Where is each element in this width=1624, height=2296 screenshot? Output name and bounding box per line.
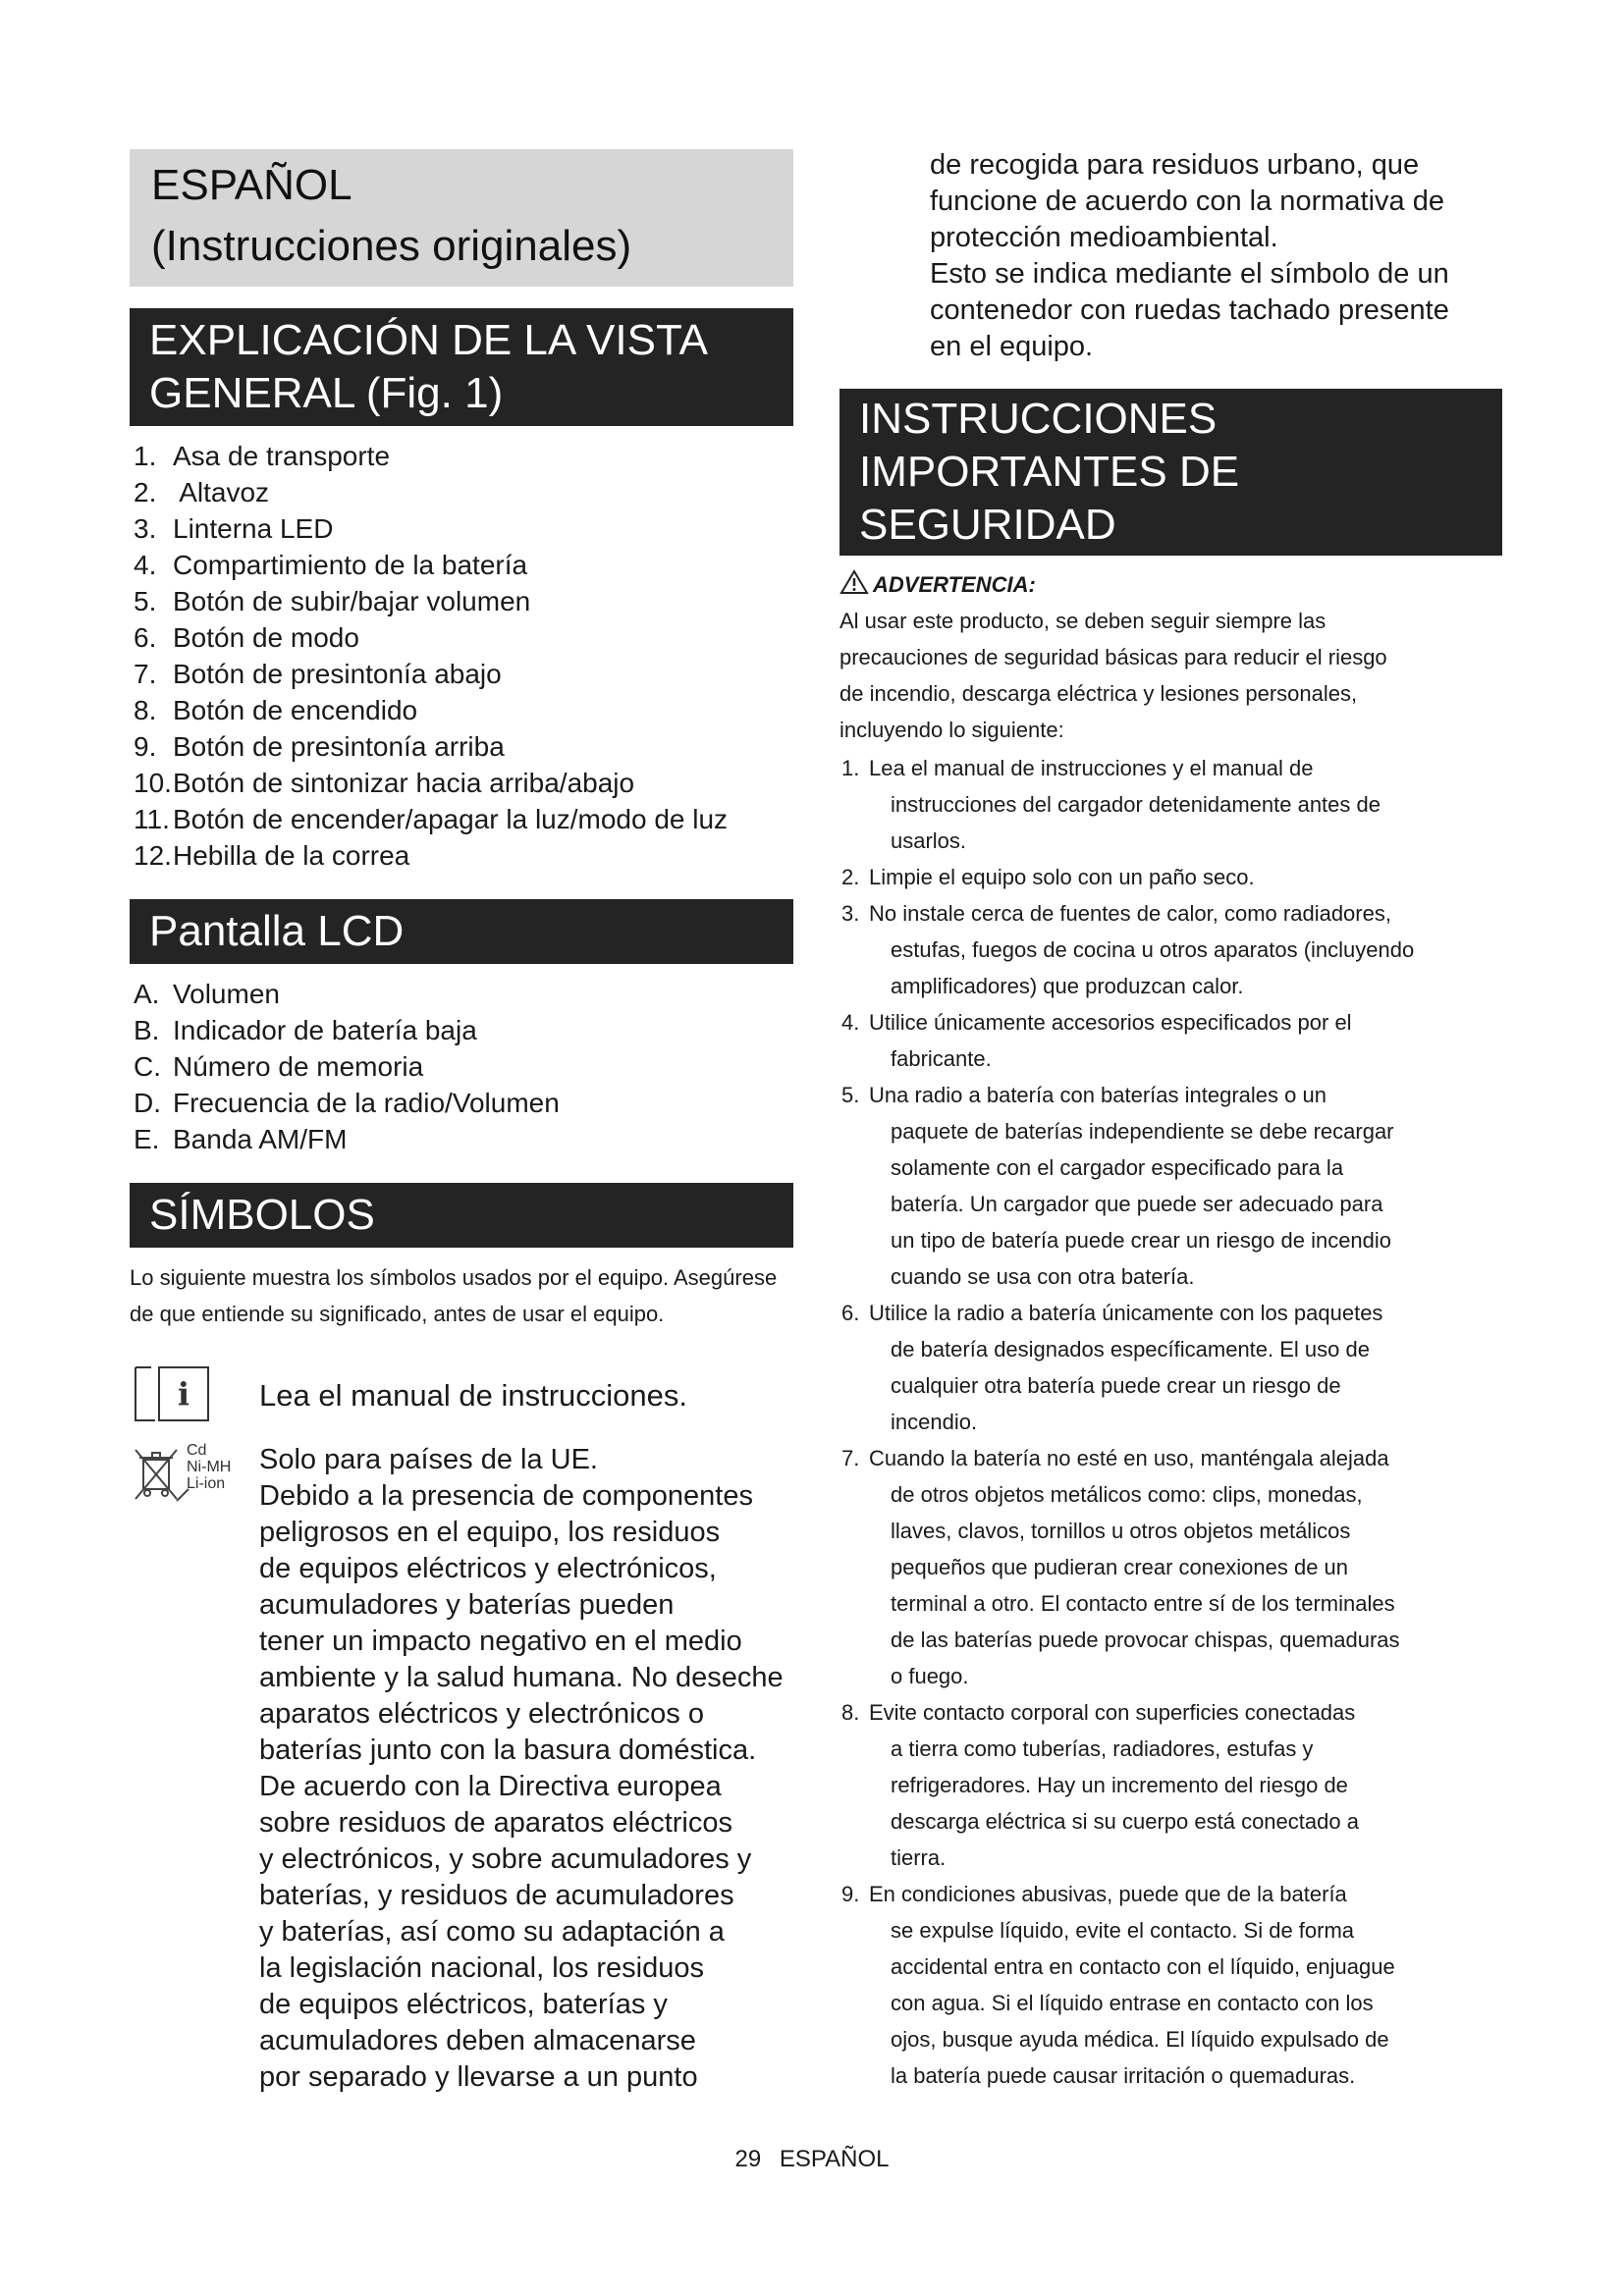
item-number: 7. [134, 659, 157, 689]
list-item [839, 1440, 1502, 1694]
text-line: acumuladores y baterías pueden [259, 1589, 675, 1621]
overview-heading-line: GENERAL (Fig. 1) [149, 369, 504, 417]
crossed-bin-icon [130, 1442, 240, 1512]
warning-intro [839, 603, 1502, 748]
text-line: peligrosos en el equipo, los residuos [259, 1517, 721, 1548]
weee-label-liion: Li-ion [187, 1475, 226, 1492]
text-line: estufas, fuegos de cocina u otros aparatos (incluyendo [891, 937, 1415, 962]
item-number: 2. [134, 477, 157, 507]
item-text: Compartimiento de la batería [173, 550, 528, 580]
text-line: baterías, y residuos de acumuladores [259, 1880, 734, 1911]
text-line: de batería designados específicamente. El uso de [891, 1337, 1370, 1362]
weee-label-cd: Cd [187, 1442, 207, 1459]
text-line: De acuerdo con la Directiva europea [259, 1771, 722, 1802]
text-line: baterías junto con la basura doméstica. [259, 1735, 757, 1766]
item-number: 8. [841, 1700, 860, 1725]
text-line: amplificadores) que produzcan calor. [891, 974, 1244, 998]
safety-heading-line: IMPORTANTES DE [859, 448, 1240, 496]
safety-list [839, 750, 1502, 2094]
text-line: y electrónicos, y sobre acumuladores y [259, 1843, 752, 1875]
item-number: 5. [841, 1083, 860, 1107]
item-text: Volumen [173, 979, 280, 1009]
item-letter: A. [134, 979, 160, 1009]
text-line: un tipo de batería puede crear un riesgo de incendio [891, 1228, 1392, 1253]
text-line: incendio. [891, 1410, 978, 1434]
text-line: por separado y llevarse a un punto [259, 2061, 698, 2093]
item-number: 4. [134, 550, 157, 580]
item-text: Altavoz [173, 477, 270, 507]
text-line: Debido a la presencia de componentes [259, 1480, 753, 1512]
list-item [130, 1012, 793, 1048]
text-line: Cuando la batería no esté en uso, manténgala alejada [869, 1446, 1389, 1470]
item-number: 1. [841, 756, 860, 780]
text-line: Evite contacto corporal con superficies conectadas [869, 1700, 1356, 1725]
text-line: instrucciones del cargador detenidamente antes de [891, 792, 1380, 817]
list-item [130, 692, 793, 728]
text-line: se expulse líquido, evite el contacto. Si de forma [891, 1918, 1355, 1943]
symbols-heading [130, 1183, 793, 1248]
page-number: 29 [734, 2146, 762, 2172]
text-line: precauciones de seguridad básicas para reducir el riesgo [839, 645, 1387, 669]
item-number: 3. [134, 513, 157, 544]
text-line: Una radio a batería con baterías integrales o un [869, 1083, 1326, 1107]
left-column [130, 149, 793, 2096]
text-line: o fuego. [891, 1664, 969, 1688]
right-column [839, 147, 1502, 2094]
weee-text-continued [839, 147, 1502, 365]
text-line: de otros objetos metálicos como: clips, monedas, [891, 1482, 1363, 1507]
item-text: Indicador de batería baja [173, 1015, 477, 1045]
overview-list [130, 438, 793, 874]
manual-symbol-text: Lea el manual de instrucciones. [259, 1378, 687, 1413]
text-line: En condiciones abusivas, puede que de la batería [869, 1882, 1347, 1906]
item-number: 2. [841, 865, 860, 889]
text-line: de incendio, descarga eléctrica y lesiones personales, [839, 681, 1358, 706]
list-item [130, 765, 793, 801]
item-number: 6. [134, 622, 157, 653]
text-line: funcione de acuerdo con la normativa de [930, 186, 1444, 217]
item-number: 4. [841, 1010, 860, 1035]
weee-label-nimh: Ni-MH [187, 1459, 232, 1475]
symbols-heading-text: SÍMBOLOS [149, 1191, 375, 1239]
text-line: Utilice la radio a batería únicamente con los paquetes [869, 1301, 1383, 1325]
lcd-heading [130, 899, 793, 964]
language-header [130, 149, 793, 287]
text-line: Limpie el equipo solo con un paño seco. [869, 865, 1255, 889]
symbols-intro: Lo siguiente muestra los símbolos usados por el equipo. Asegúrese de que entiende su significado, antes de usar el equipo. [130, 1265, 778, 1326]
text-line: de recogida para residuos urbano, que [930, 149, 1420, 181]
language-subtitle: (Instrucciones originales) [151, 222, 632, 270]
text-line: llaves, clavos, tornillos u otros objetos metálicos [891, 1519, 1351, 1543]
text-line: accidental entra en contacto con el líquido, enjuague [891, 1954, 1395, 1979]
item-text: Frecuencia de la radio/Volumen [173, 1088, 560, 1118]
list-item [130, 619, 793, 656]
list-item [130, 438, 793, 474]
item-number: 9. [134, 731, 157, 762]
safety-heading-line: INSTRUCCIONES [859, 395, 1218, 443]
item-text: Botón de sintonizar hacia arriba/abajo [173, 768, 635, 798]
overview-heading-line: EXPLICACIÓN DE LA VISTA [149, 316, 708, 364]
text-line: en el equipo. [930, 331, 1094, 362]
weee-symbol-row [130, 1442, 793, 2096]
list-item [130, 474, 793, 510]
text-line: paquete de baterías independiente se debe recargar [891, 1119, 1394, 1144]
item-text: Botón de encender/apagar la luz/modo de luz [173, 804, 729, 834]
list-item [130, 1121, 793, 1157]
list-item [130, 976, 793, 1012]
text-line: con agua. Si el líquido entrase en contacto con los [891, 1991, 1374, 2015]
text-line: solamente con el cargador especificado para la [891, 1155, 1344, 1180]
text-line: de las baterías puede provocar chispas, quemaduras [891, 1628, 1400, 1652]
item-letter: D. [134, 1088, 161, 1118]
item-number: 10. [134, 768, 172, 798]
item-text: Botón de subir/bajar volumen [173, 586, 531, 616]
list-item [130, 547, 793, 583]
list-item [839, 750, 1502, 859]
text-line: fabricante. [891, 1046, 992, 1071]
list-item [839, 1694, 1502, 1876]
item-letter: B. [134, 1015, 160, 1045]
item-number: 11. [134, 804, 170, 834]
lcd-heading-text: Pantalla LCD [149, 907, 405, 955]
text-line: sobre residuos de aparatos eléctricos [259, 1807, 732, 1839]
text-line: Lea el manual de instrucciones y el manual de [869, 756, 1314, 780]
text-line: cualquier otra batería puede crear un riesgo de [891, 1373, 1341, 1398]
text-line: y baterías, así como su adaptación a [259, 1916, 725, 1948]
text-line: tener un impacto negativo en el medio [259, 1626, 742, 1657]
text-line: de equipos eléctricos y electrónicos, [259, 1553, 717, 1584]
text-line: aparatos eléctricos y electrónicos o [259, 1698, 704, 1730]
item-text: Botón de presintonía arriba [173, 731, 505, 762]
list-item [839, 1295, 1502, 1440]
text-line: incluyendo lo siguiente: [839, 718, 1064, 742]
page-footer [0, 2146, 1624, 2173]
text-line: descarga eléctrica si su cuerpo está conectado a [891, 1809, 1359, 1834]
text-line: a tierra como tuberías, radiadores, estufas y [891, 1736, 1314, 1761]
item-number: 3. [841, 901, 860, 926]
text-line: ojos, busque ayuda médica. El líquido expulsado de [891, 2027, 1389, 2052]
language-title: ESPAÑOL [151, 161, 352, 209]
list-item [839, 1004, 1502, 1077]
item-letter: C. [134, 1051, 161, 1082]
item-number: 5. [134, 586, 157, 616]
item-text: Botón de presintonía abajo [173, 659, 502, 689]
text-line: la legislación nacional, los residuos [259, 1952, 704, 1984]
list-item [130, 1085, 793, 1121]
list-item [130, 1048, 793, 1085]
text-line: Al usar este producto, se deben seguir siempre las [839, 609, 1326, 633]
footer-language: ESPAÑOL [779, 2146, 890, 2172]
warning-label: ADVERTENCIA: [873, 572, 1036, 597]
text-line: Utilice únicamente accesorios especificados por el [869, 1010, 1352, 1035]
text-line: No instale cerca de fuentes de calor, como radiadores, [869, 901, 1391, 926]
text-line: usarlos. [891, 828, 967, 853]
text-line: protección medioambiental. [930, 222, 1278, 253]
text-line: cuando se usa con otra batería. [891, 1264, 1195, 1289]
text-line: tierra. [891, 1845, 947, 1870]
item-number: 6. [841, 1301, 860, 1325]
text-line: de equipos eléctricos, baterías y [259, 1989, 668, 2020]
item-text: Botón de encendido [173, 695, 418, 725]
item-text: Asa de transporte [173, 441, 391, 471]
text-line: pequeños que pudieran crear conexiones de un [891, 1555, 1349, 1579]
list-item [839, 895, 1502, 1004]
list-item [130, 801, 793, 837]
safety-heading-line: SEGURIDAD [859, 501, 1116, 549]
item-number: 9. [841, 1882, 860, 1906]
list-item [130, 728, 793, 765]
item-text: Linterna LED [173, 513, 334, 544]
item-text: Banda AM/FM [173, 1124, 348, 1154]
text-line: Solo para países de la UE. [259, 1444, 598, 1475]
item-text: Número de memoria [173, 1051, 424, 1082]
list-item [130, 510, 793, 547]
text-line: la batería puede causar irritación o quemaduras. [891, 2063, 1356, 2088]
list-item [839, 1876, 1502, 2094]
manual-symbol-row [130, 1363, 793, 1422]
weee-text [259, 1442, 793, 2096]
warning-header [839, 569, 1502, 601]
text-line: ambiente y la salud humana. No deseche [259, 1662, 784, 1693]
text-line: acumuladores deben almacenarse [259, 2025, 696, 2056]
overview-heading [130, 308, 793, 426]
list-item [839, 1077, 1502, 1295]
text-line: terminal a otro. El contacto entre sí de los terminales [891, 1591, 1395, 1616]
read-manual-icon [130, 1363, 216, 1429]
list-item [839, 859, 1502, 895]
item-text: Botón de modo [173, 622, 359, 653]
item-number: 8. [134, 695, 157, 725]
text-line: contenedor con ruedas tachado presente [930, 294, 1449, 326]
item-number: 1. [134, 441, 157, 471]
item-number: 7. [841, 1446, 860, 1470]
list-item [130, 837, 793, 874]
item-text: Hebilla de la correa [173, 840, 410, 871]
lcd-list [130, 976, 793, 1157]
text-line: refrigeradores. Hay un incremento del riesgo de [891, 1773, 1348, 1797]
text-line: batería. Un cargador que puede ser adecuado para [891, 1192, 1383, 1216]
list-item [130, 583, 793, 619]
item-letter: E. [134, 1124, 160, 1154]
safety-heading [839, 389, 1502, 556]
svg-text:i: i [177, 1375, 190, 1413]
text-line: Esto se indica mediante el símbolo de un [930, 258, 1449, 290]
list-item [130, 656, 793, 692]
warning-triangle-icon [839, 569, 869, 601]
item-number: 12. [134, 840, 172, 871]
